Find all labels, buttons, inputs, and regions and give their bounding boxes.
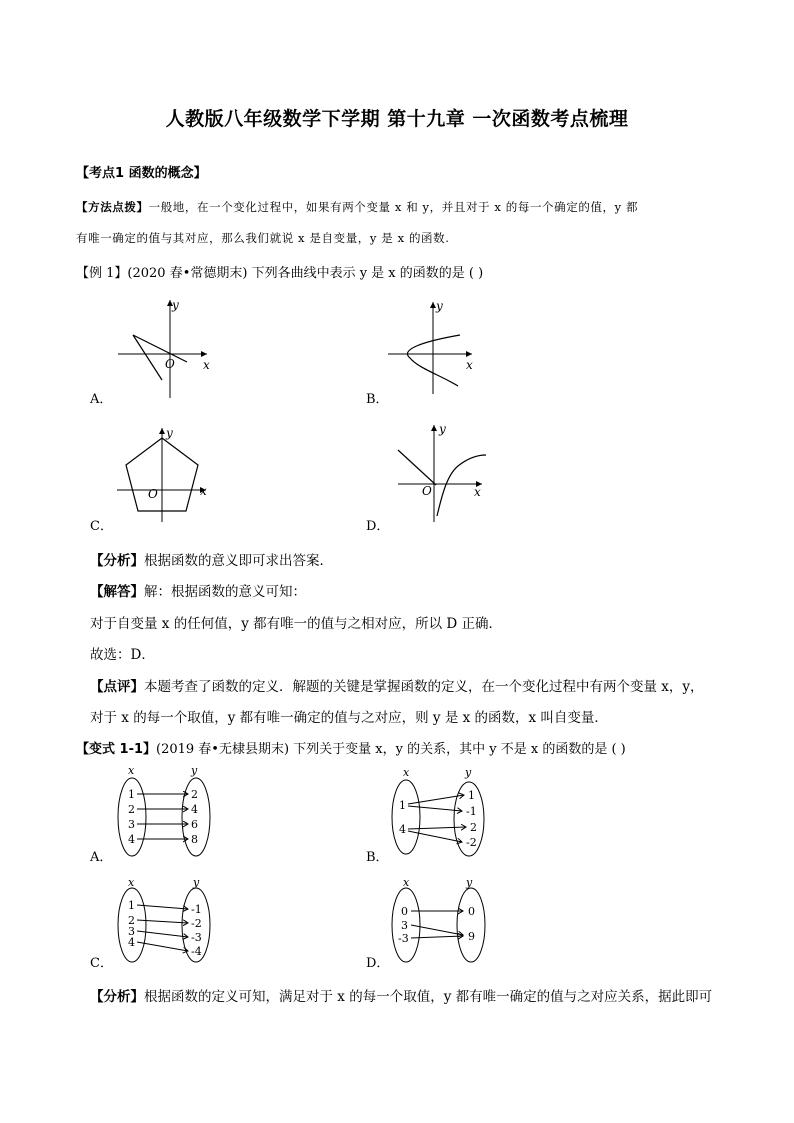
- arrow: [137, 920, 188, 923]
- y-value: 2: [470, 821, 477, 834]
- x-label: x: [128, 876, 135, 889]
- y-value: 2: [191, 788, 198, 801]
- x-value: 4: [399, 823, 406, 836]
- method-text-1: 一般地，在一个变化过程中，如果有两个变量 x 和 y，并且对于 x 的每一个确定的值，y 都: [148, 200, 639, 214]
- x-label: x: [203, 358, 210, 372]
- example1-answer: [90, 580, 306, 600]
- y-value: 8: [191, 833, 198, 846]
- arrow: [411, 925, 463, 935]
- option-b-label: B．: [366, 392, 389, 407]
- option-a-label: A．: [90, 392, 113, 407]
- x-value: 1: [128, 899, 135, 912]
- origin-label: O: [165, 357, 175, 371]
- x-label: x: [474, 485, 481, 499]
- x-value: 1: [399, 799, 406, 812]
- x-value: 2: [128, 803, 135, 816]
- answer-label: 【解答】: [90, 584, 144, 600]
- x-value: 1: [128, 788, 135, 801]
- y-value: -2: [466, 836, 477, 849]
- x-value: 4: [128, 936, 135, 949]
- variant1-text: (2019 春•无棣县期末) 下列关于变量 x，y 的关系，其中 y 不是 x 的函数的是 ( ): [156, 742, 626, 757]
- arrow: [408, 831, 462, 842]
- variant1-label: 【变式 1-1】: [76, 742, 157, 757]
- y-value: 1: [468, 789, 475, 802]
- arrow: [137, 931, 188, 937]
- x-value: -3: [398, 932, 409, 945]
- example1-comment: [90, 675, 704, 695]
- x-label: x: [466, 358, 473, 372]
- example1-graphs: [0, 290, 794, 540]
- arrow: [408, 806, 462, 811]
- domain-ellipse: [392, 780, 420, 854]
- variant1-diagrams: [0, 762, 794, 972]
- origin-label: O: [148, 487, 158, 501]
- x-value: 4: [128, 833, 135, 846]
- x-value: 3: [128, 818, 135, 831]
- comment-label: 【点评】: [90, 679, 144, 695]
- mapping-a: [118, 764, 210, 856]
- mapping-c: [118, 876, 210, 962]
- arrow: [137, 942, 188, 951]
- graph-d: [398, 422, 486, 522]
- mapping-b: [392, 766, 484, 856]
- y-value: -1: [466, 805, 477, 818]
- x-label: x: [403, 876, 410, 889]
- x-label: x: [200, 484, 207, 498]
- y-value: 6: [191, 818, 198, 831]
- section-heading: 【考点1 函数的概念】: [76, 166, 207, 181]
- option-c-label: C．: [90, 519, 113, 534]
- y-value: 4: [191, 803, 198, 816]
- y-value: 0: [468, 905, 475, 918]
- y-label: y: [436, 299, 443, 313]
- variant-option-c-label: C．: [90, 956, 113, 971]
- mapping-d: [392, 876, 485, 962]
- y-value: -1: [191, 903, 202, 916]
- x-label: x: [128, 764, 135, 777]
- x-value: 2: [128, 914, 135, 927]
- graph-c: [117, 426, 207, 522]
- y-value: 9: [468, 930, 475, 943]
- y-label: y: [439, 422, 446, 436]
- variant-option-d-label: D．: [366, 956, 390, 971]
- example1-choice: 故选：D．: [90, 647, 155, 663]
- method-label: 【方法点拨】: [76, 200, 149, 214]
- graph-a: [118, 298, 210, 398]
- x-value: 3: [128, 925, 135, 938]
- origin-label: O: [422, 484, 432, 498]
- x-label: x: [403, 766, 410, 779]
- variant1-analysis-text: 根据函数的定义可知，满足对于 x 的每一个取值，y 都有唯一确定的值与之对应关系，据此即可: [144, 989, 713, 1005]
- page-title: 人教版八年级数学下学期 第十九章 一次函数考点梳理: [165, 108, 629, 130]
- curve-b: [407, 335, 460, 386]
- example1-comment-line2: 对于 x 的每一个取值，y 都有唯一确定的值与之对应，则 y 是 x 的函数，x 叫自变量．: [90, 710, 608, 726]
- x-value: 3: [401, 919, 408, 932]
- y-label: y: [172, 298, 179, 312]
- range-ellipse: [457, 888, 485, 962]
- example1-question: [76, 262, 483, 281]
- variant1-question: [76, 738, 626, 757]
- y-label: y: [465, 766, 472, 779]
- example1-label: 【例 1】: [76, 266, 128, 281]
- option-d-label: D．: [366, 519, 390, 534]
- variant1-analysis-label: 【分析】: [90, 989, 144, 1005]
- graph-b: [388, 299, 473, 394]
- y-value: -4: [191, 945, 202, 958]
- y-value: -2: [191, 917, 202, 930]
- variant-option-a-label: A．: [90, 850, 113, 865]
- example1-text: (2020 春•常德期末) 下列各曲线中表示 y 是 x 的函数的是 ( ): [127, 266, 484, 281]
- variant1-analysis: [90, 985, 712, 1005]
- curve-d1: [398, 450, 436, 485]
- y-label: y: [166, 426, 173, 440]
- answer-text: 解：根据函数的意义可知：: [144, 584, 306, 600]
- y-label: y: [466, 876, 473, 889]
- comment-text-1: 本题考查了函数的定义．解题的关键是掌握函数的定义，在一个变化过程中有两个变量 x，y，: [144, 679, 704, 695]
- method-line-2: 有唯一确定的值与其对应，那么我们就说 x 是自变量，y 是 x 的函数.: [76, 231, 450, 245]
- analysis-text: 根据函数的意义即可求出答案．: [144, 553, 333, 569]
- y-value: -3: [191, 931, 202, 944]
- x-value: 0: [401, 905, 408, 918]
- y-label: y: [193, 876, 200, 889]
- analysis-label: 【分析】: [90, 553, 144, 569]
- y-label: y: [191, 764, 198, 777]
- example1-analysis: [90, 549, 333, 569]
- variant-option-b-label: B．: [366, 850, 389, 865]
- example1-answer-line2: 对于自变量 x 的任何值，y 都有唯一的值与之相对应，所以 D 正确．: [90, 616, 503, 632]
- method-line-1: [76, 199, 638, 215]
- arrow: [408, 827, 466, 829]
